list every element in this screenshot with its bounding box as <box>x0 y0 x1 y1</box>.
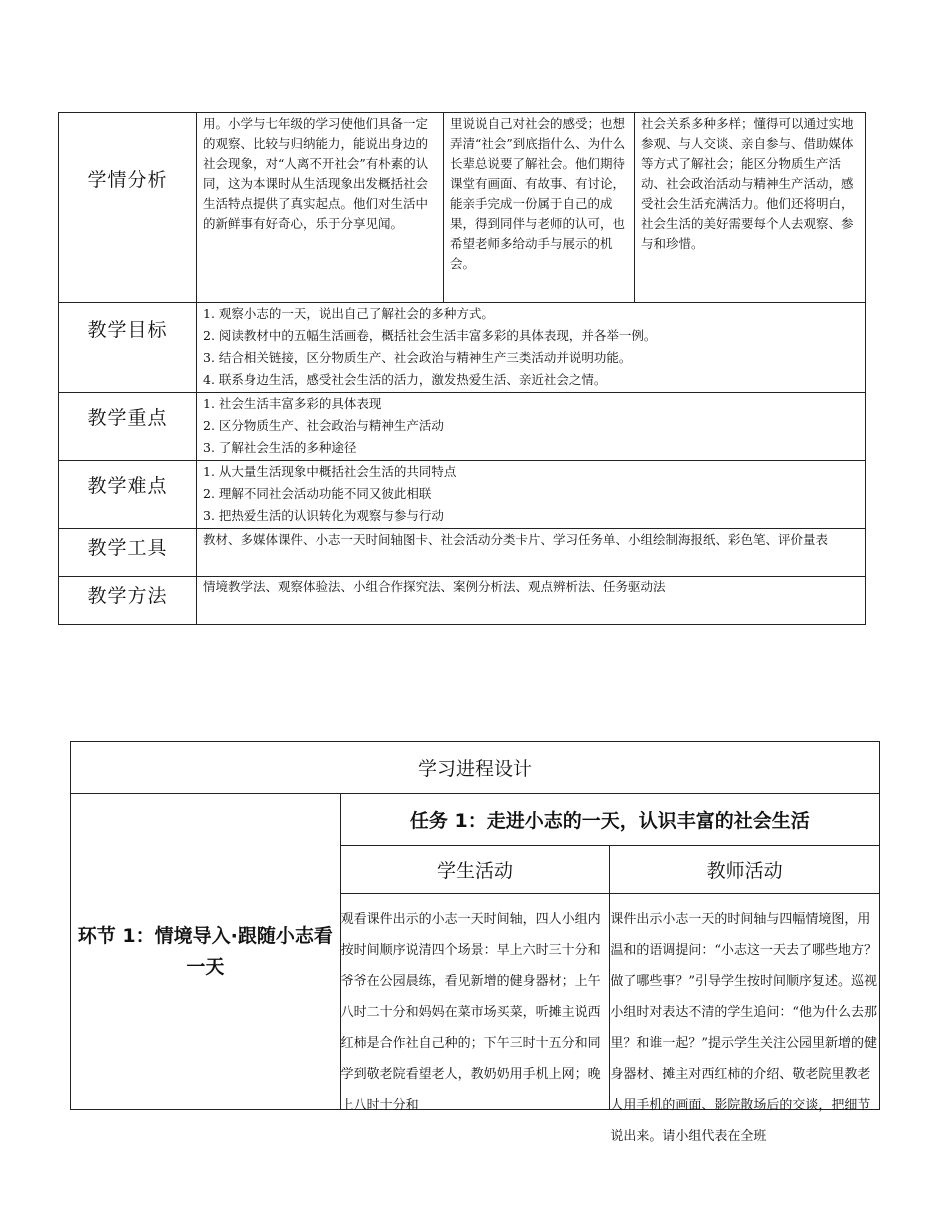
difficulties-label: 教学难点 <box>87 475 168 497</box>
student-activity-cell <box>340 894 610 1113</box>
keypoint-item-2: 2. 区分物质生产、社会政治与精神生产活动 <box>203 418 444 433</box>
analysis-col1-cell <box>197 113 444 303</box>
student-activity-header: 学生活动 <box>340 846 610 894</box>
methods-cell <box>197 577 866 625</box>
analysis-col2-cell <box>444 113 635 303</box>
goal-item-1: 1. 观察小志的一天，说出自己了解社会的多种方式。 <box>203 306 494 321</box>
teacher-activity-cell <box>610 894 880 1144</box>
goal-item-4: 4. 联系身边生活，感受社会生活的活力，激发热爱生活、亲近社会之情。 <box>203 372 607 387</box>
process-title-row <box>71 742 880 794</box>
methods-label-cell <box>59 577 197 625</box>
analysis-col1: 用。小学与七年级的学习使他们具备一定的观察、比较与归纳能力，能说出身边的社会现象，对“人离不开社会”有朴素的认同，这为本课时从生活现象出发概括社会生活特点提供了真实起点。他们对生活中的新鲜事有好奇心，乐于分享见闻。 <box>203 116 429 231</box>
goal-item-3: 3. 结合相关链接，区分物质生产、社会政治与精神生产三类活动并说明功能。 <box>203 350 632 365</box>
goals-label-cell <box>59 303 197 393</box>
difficulties-row <box>59 461 866 529</box>
analysis-col2: 里说说自己对社会的感受；也想弄清“社会”到底指什么、为什么长辈总说要了解社会。他们期待课堂有画面、有故事、有讨论，能亲手完成一份属于自己的成果，得到同伴与老师的认可，也希望老师多给动手与展示的机会。 <box>450 116 626 271</box>
difficulty-item-3: 3. 把热爱生活的认识转化为观察与参与行动 <box>203 508 444 523</box>
keypoints-row <box>59 393 866 461</box>
analysis-col3: 社会关系多种多样；懂得可以通过实地参观、与人交谈、亲自参与、借助媒体等方式了解社会；能区分物质生产活动、社会政治活动与精神生产活动，感受社会生活充满活力。他们还将明白，社会生活的美好需要每个人去观察、参与和珍惜。 <box>641 116 854 251</box>
difficulties-label-cell <box>59 461 197 529</box>
tools-row <box>59 529 866 577</box>
analysis-col3-cell <box>635 113 866 303</box>
goals-cell <box>197 303 866 393</box>
difficulty-item-2: 2. 理解不同社会活动功能不同又彼此相联 <box>203 486 432 501</box>
tools-cell <box>197 529 866 577</box>
tools-label: 教学工具 <box>87 537 168 559</box>
goals-row <box>59 303 866 393</box>
goals-label: 教学目标 <box>87 319 168 341</box>
keypoint-item-1: 1. 社会生活丰富多彩的具体表现 <box>203 396 382 411</box>
task-title: 任务 1：走进小志的一天，认识丰富的社会生活 <box>340 794 879 846</box>
student-activity-text: 观看课件出示的小志一天时间轴，四人小组内按时间顺序说清四个场景：早上六时三十分和爷爷在公园晨练，看见新增的健身器材；上午八时二十分和妈妈在菜市场买菜，听摊主说西红柿是合作社自己种的；下午三时十五分和同学到敬老院看望老人，教奶奶用手机上网；晚上八时十分和 <box>340 912 601 1113</box>
teacher-activity-text: 课件出示小志一天的时间轴与四幅情境图，用温和的语调提问：“小志这一天去了哪些地方？做了哪些事？”引导学生按时间顺序复述。巡视小组时对表达不清的学生追问：“他为什么去那里？和谁一起？”提示学生关注公园里新增的健身器材、摊主对西红柿的介绍、敬老院里教老人用手机的画面、影院散场后的交谈，把细节说出来。请小组代表在全班 <box>610 912 877 1144</box>
segment-label: 环节 1：情境导入·跟随小志看一天 <box>71 794 341 1110</box>
keypoints-cell <box>197 393 866 461</box>
teacher-activity-header: 教师活动 <box>610 846 880 894</box>
lesson-info-table <box>58 112 866 625</box>
goal-item-2: 2. 阅读教材中的五幅生活画卷，概括社会生活丰富多彩的具体表现，并各举一例。 <box>203 328 657 343</box>
methods-row <box>59 577 866 625</box>
analysis-row <box>59 113 866 303</box>
analysis-label-cell <box>59 113 197 303</box>
tools-text: 教材、多媒体课件、小志一天时间轴图卡、社会活动分类卡片、学习任务单、小组绘制海报纸、彩色笔、评价量表 <box>203 532 829 547</box>
keypoints-label-cell <box>59 393 197 461</box>
tools-label-cell <box>59 529 197 577</box>
task-row <box>71 794 880 846</box>
methods-label: 教学方法 <box>87 585 168 607</box>
analysis-label: 学情分析 <box>87 169 168 191</box>
difficulty-item-1: 1. 从大量生活现象中概括社会生活的共同特点 <box>203 464 457 479</box>
keypoint-item-3: 3. 了解社会生活的多种途径 <box>203 440 357 455</box>
process-table <box>70 741 880 1144</box>
keypoints-label: 教学重点 <box>87 407 168 429</box>
difficulties-cell <box>197 461 866 529</box>
methods-text: 情境教学法、观察体验法、小组合作探究法、案例分析法、观点辨析法、任务驱动法 <box>203 579 666 594</box>
process-title: 学习进程设计 <box>71 742 880 794</box>
